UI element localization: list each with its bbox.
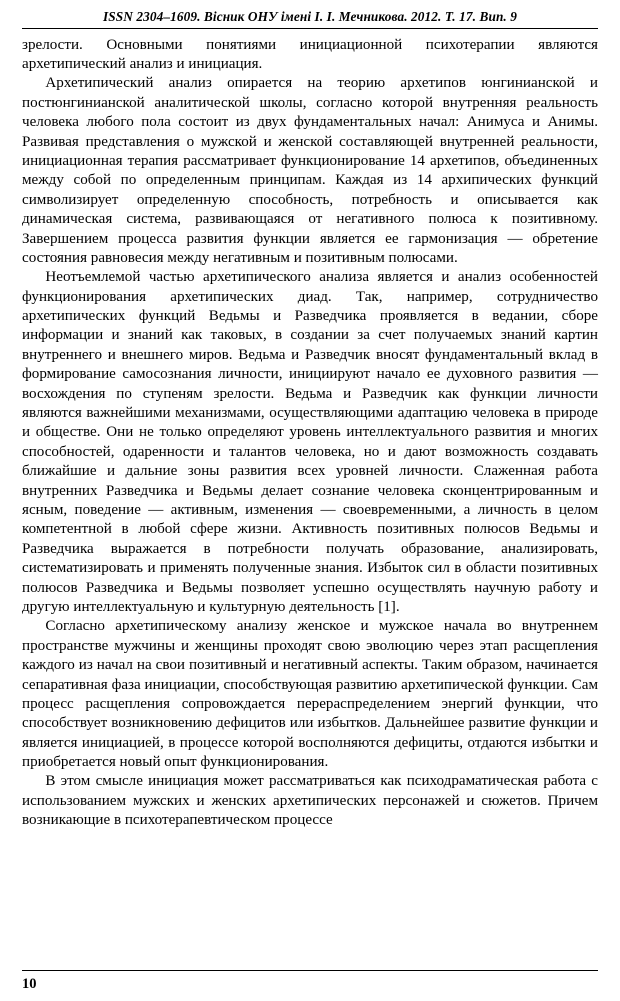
page-number: 10 [22, 976, 37, 992]
paragraph: Согласно архетипическому анализу женское и мужское начала во внутреннем пространстве мужчины и женщины проходят свою эволюцию через этап расщепления каждого из начал на свои позитивный и негативный аспекты. Таким образом, начинается сепаративная фаза инициации, способствующая развитию архетипической функции. Сам процесс расщепления сопровождается перераспределением энергий функции, что способствует возникновению дефицитов или избытков. Дальнейшее развитие функции и является инициацией, в процессе которой восполняются дефициты, отдаются избытки и приобретается новый опыт функционирования. [22, 618, 598, 771]
paragraph: Архетипический анализ опирается на теорию архетипов юнгинианской и постюнгинианской аналитической школы, согласно которой внутренняя реальность человека любого пола состоит из двух фундаментальных начал: Анимуса и Анимы. Развивая представления о мужской и женской составляющей внутренней реальности, инициационная терапия рассматривает функционирование 14 архетипов, объединенных между собой по определенным принципам. Каждая из 14 архипических функций символизирует определенную способность, потребность и описывается как динамическая система, развивающаяся от негативного полюса к позитивному. Завершением процесса развития функции является ее гармонизация — обретение состояния равновесия между негативным и позитивным полюсами. [22, 75, 598, 266]
running-head: ISSN 2304–1609. Вісник ОНУ імені І. І. Мечникова. 2012. Т. 17. Вип. 9 [102, 9, 518, 24]
footer-divider [22, 970, 598, 971]
paragraph: зрелости. Основными понятиями инициационной психотерапии являются архетипический анализ и инициация. [22, 36, 598, 73]
header-divider [22, 28, 598, 29]
paragraph: Неотъемлемой частью архетипического анализа является и анализ особенностей функционирования архетипических диад. Так, например, сотрудничество архетипических функций Ведьмы и Разведчика проявляется в ведании, сборе информации и знаний как таковых, в создании за счет получаемых знаний картин внутреннего и внешнего миров. Ведьма и Разведчик вносят фундаментальный вклад в формирование самосознания личности, инициируют начало ее духовного развития — восхождения по ступеням зрелости. Ведьма и Разведчик как функции личности являются важнейшими механизмами, осуществляющими адаптацию человека в природе и обществе. Они не только определяют уровень интеллектуального развития и многих способностей, одаренности и талантов человека, но и дают возможность создавать ближайшие и дальние зоны развития всех уровней личности. Слаженная работа внутренних Разведчика и Ведьмы делает сознание человека сконцентрированным и ясным, поведение — активным, изменения — своевременными, а личность в целом компетентной в любой сфере жизни. Активность позитивных полюсов Ведьмы и Разведчика выражается в потребности получать образование, анализировать, систематизировать и применять полученные знания. Избыток сил в области позитивных полюсов Разведчика и Ведьмы позволяет успешно осуществлять научную работу и другую интеллектуальную и культурную деятельность [1]. [22, 269, 598, 615]
body-text [22, 36, 598, 831]
paragraph: В этом смысле инициация может рассматриваться как психодраматическая работа с использованием мужских и женских архетипических персонажей и сюжетов. Причем возникающие в психотерапевтическом процессе [22, 773, 598, 829]
